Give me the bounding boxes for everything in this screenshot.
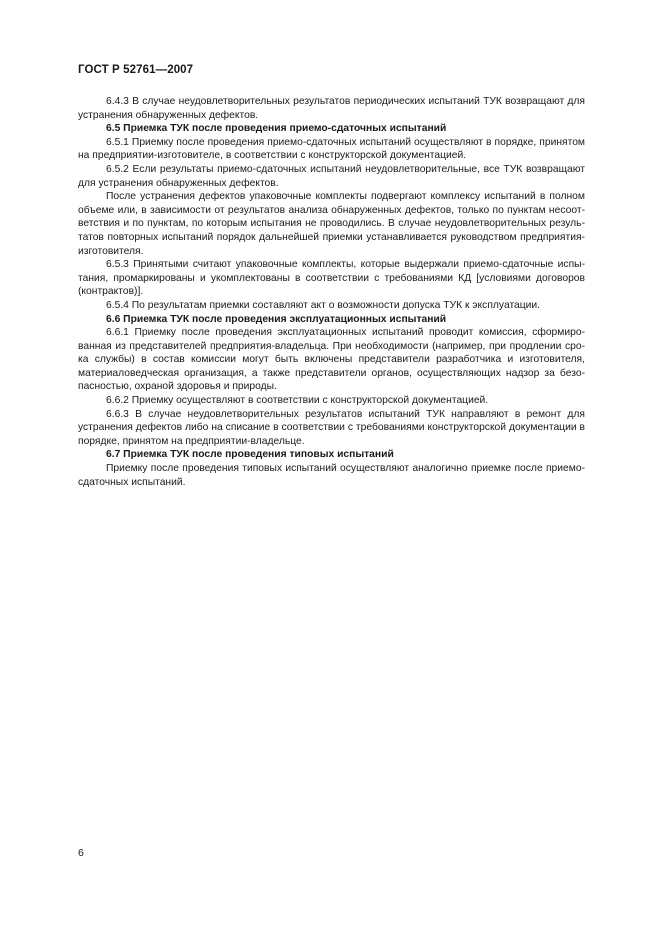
paragraph-6-5-3: 6.5.3 Принятыми считают упаковочные комплекты, которые выдержали приемо-сдаточные испытания, промаркированы и укомплектованы в соответствии с требованиями КД [условиями договоров (контрактов)]. (78, 259, 585, 298)
page-number: 6 (78, 847, 84, 859)
section-heading-6-6: 6.6 Приемка ТУК после проведения эксплуатационных испытаний (106, 313, 447, 325)
paragraph-6-5-4: 6.5.4 По результатам приемки составляют акт о возможности допуска ТУК к эксплуатации. (106, 299, 541, 311)
paragraph-6-7: Приемку после проведения типовых испытаний осуществляют аналогично приемке после приемо-сдаточных испытаний. (78, 463, 585, 488)
paragraph-6-6-2: 6.6.2 Приемку осуществляют в соответствии с конструкторской документацией. (106, 395, 489, 407)
paragraph-6-5-1: 6.5.1 Приемку после проведения приемо-сдаточных испытаний осуществляют в порядке, принятом на предприятии-изготовителе, в соответствии с конструкторской документацией. (78, 136, 585, 162)
document-header: ГОСТ Р 52761—2007 (78, 64, 194, 76)
document-body (78, 95, 585, 489)
paragraph-6-6-1: 6.6.1 Приемку после проведения эксплуатационных испытаний проводит комиссия, сформированная из представителей предприятия-владельца. При необходимости (например, при продлении срока службы) в состав комиссии могут быть включены представители разработчика и изготовителя, материаловедческая организация, а также представители органов, осуществляющих надзор за безопасностью, охраной здоровья и природы. (78, 327, 585, 393)
paragraph-6-5-2: 6.5.2 Если результаты приемо-сдаточных испытаний неудовлетворительные, все ТУК возвращают для устранения обнаруженных дефектов. (78, 163, 585, 189)
paragraph-defect-removal: После устранения дефектов упаковочные комплекты подвергают комплексу испытаний в полном объеме или, в зависимости от результатов анализа обнаруженных дефектов, только по пунктам несоответствия и по пунктам, по которым испытания не проводились. В случае неудовлетворительных результатов повторных испытаний порядок дальнейшей приемки устанавливается руководством предприятия-изготовителя. (78, 191, 585, 257)
section-heading-6-7: 6.7 Приемка ТУК после проведения типовых испытаний (106, 449, 394, 461)
section-heading-6-5: 6.5 Приемка ТУК после проведения приемо-сдаточных испытаний (106, 123, 447, 135)
paragraph-6-6-3: 6.6.3 В случае неудовлетворительных результатов испытаний ТУК направляют в ремонт для устранения дефектов либо на списание в соответствии с требованиями конструкторской документации в порядке, принятом на предприятии-владельце. (78, 408, 585, 447)
paragraph-6-4-3: 6.4.3 В случае неудовлетворительных результатов периодических испытаний ТУК возвращают для устранения обнаруженных дефектов. (78, 96, 585, 121)
